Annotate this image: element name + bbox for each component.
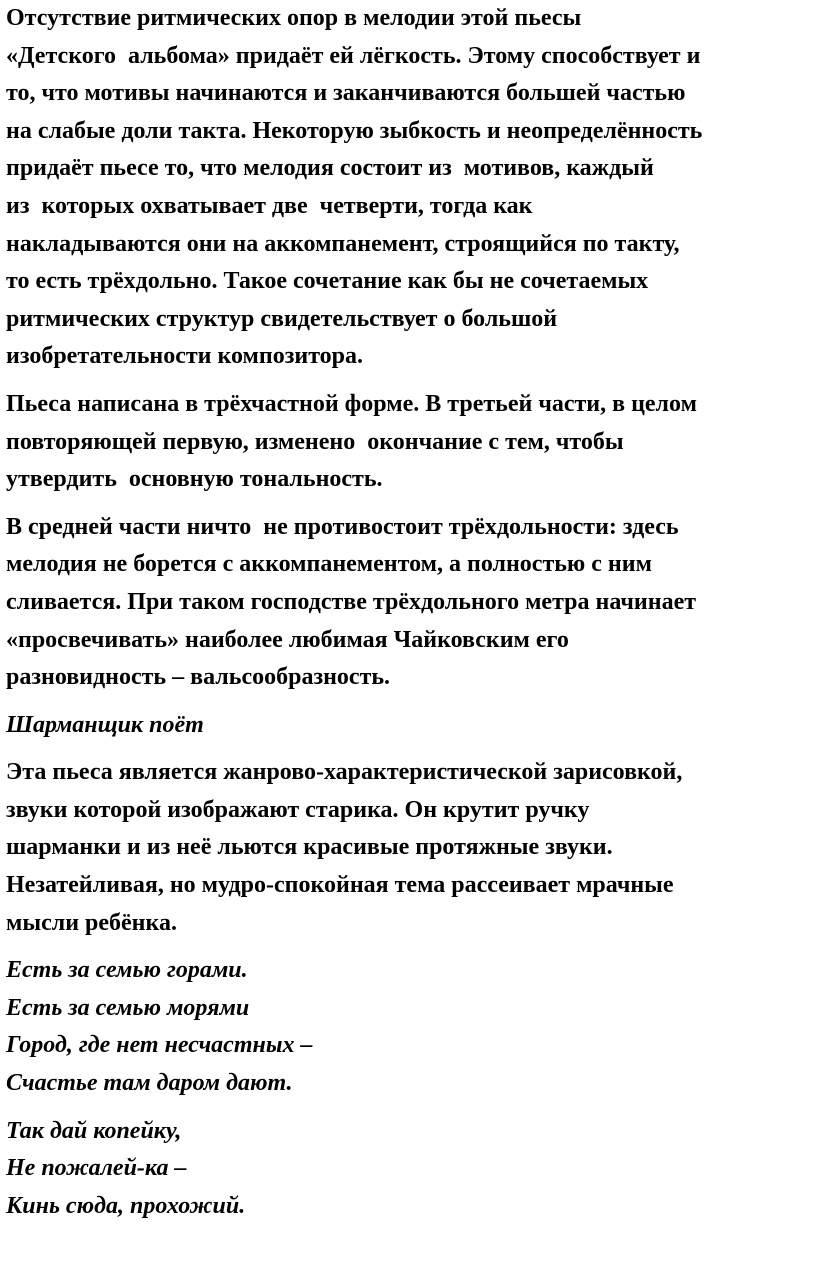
- section-title: Шарманщик поёт: [6, 711, 204, 738]
- verse-line: Есть за семью горами.: [6, 957, 248, 984]
- text-line: мелодия не борется с аккомпанементом, а полностью с ним: [6, 551, 652, 578]
- text-line: придаёт пьесе то, что мелодия состоит из мотивов, каждый: [6, 155, 654, 182]
- text-line: сливается. При таком господстве трёхдольного метра начинает: [6, 588, 697, 615]
- text-line: Эта пьеса является жанрово-характеристической зарисовкой,: [6, 759, 683, 786]
- verse-line: Счастье там даром дают.: [6, 1070, 293, 1097]
- text-line: В средней части ничто не противостоит трёхдольности: здесь: [6, 513, 679, 540]
- text-line: Незатейливая, но мудро-спокойная тема рассеивает мрачные: [6, 872, 674, 899]
- paragraph-rhythm: [6, 0, 816, 376]
- verse-stanza-1: [6, 952, 816, 1102]
- text-line: разновидность – вальсообразность.: [6, 664, 391, 691]
- text-line: ритмических структур свидетельствует о большой: [6, 305, 558, 332]
- paragraph-gap: [6, 376, 816, 386]
- verse-line: Кинь сюда, прохожий.: [6, 1192, 246, 1219]
- verse-line: Не пожалей-ка –: [6, 1155, 187, 1182]
- verse-stanza-2: [6, 1113, 816, 1226]
- text-line: звуки которой изображают старика. Он крутит ручку: [6, 796, 590, 823]
- section-heading: [6, 707, 816, 745]
- paragraph-gap: [6, 744, 816, 754]
- text-line: из которых охватывает две четверти, тогда как: [6, 192, 533, 219]
- paragraph-form: [6, 386, 816, 499]
- verse-line: Так дай копейку,: [6, 1117, 182, 1144]
- text-line: шарманки и из неё льются красивые протяжные звуки.: [6, 834, 613, 861]
- verse-line: Есть за семью морями: [6, 994, 250, 1021]
- text-line: Пьеса написана в трёхчастной форме. В третьей части, в целом: [6, 390, 697, 417]
- text-line: на слабые доли такта. Некоторую зыбкость и неопределённость: [6, 117, 703, 144]
- text-line: то есть трёхдольно. Такое сочетание как бы не сочетаемых: [6, 268, 649, 295]
- verse-line: Город, где нет несчастных –: [6, 1032, 313, 1059]
- text-line: Отсутствие ритмических опор в мелодии этой пьесы: [6, 5, 582, 31]
- paragraph-gap: [6, 697, 816, 707]
- text-line: «Детского альбома» придаёт ей лёгкость. Этому способствует и: [6, 42, 701, 69]
- text-line: повторяющей первую, изменено окончание с тем, чтобы: [6, 428, 624, 455]
- text-line: накладываются они на аккомпанемент, строящийся по такту,: [6, 230, 680, 257]
- paragraph-organ-grinder: [6, 754, 816, 942]
- text-line: то, что мотивы начинаются и заканчиваются большей частью: [6, 80, 686, 107]
- paragraph-middle-part: [6, 509, 816, 697]
- paragraph-gap: [6, 499, 816, 509]
- paragraph-gap: [6, 942, 816, 952]
- text-line: изобретательности композитора.: [6, 343, 364, 370]
- text-line: утвердить основную тональность.: [6, 466, 383, 493]
- paragraph-gap: [6, 1103, 816, 1113]
- text-line: «просвечивать» наиболее любимая Чайковским его: [6, 626, 569, 653]
- text-line: мысли ребёнка.: [6, 909, 177, 936]
